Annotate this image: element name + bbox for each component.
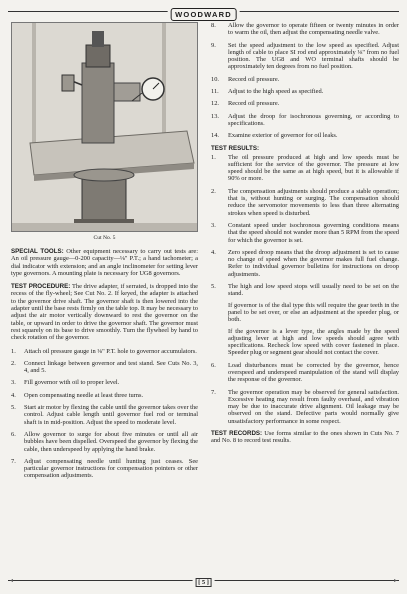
list-item: 5. The high and low speed stops will usually need to be set on the stand. If governor is of the dial type this will require the gear teeth in the panel to be set over, or else an adjustment at the speeder plug, or both. If the governor is a lever type, the angles made by the speed adjusting lever at high and low speeds should agree with specifications. Recheck low speed with cover fastened in place. Speeder plug or segment gear should not contact the cover.: [211, 283, 399, 357]
footer-ornament-right: ▸: [393, 578, 397, 584]
left-column: [11, 22, 198, 485]
list-item: 3. Constant speed under isochronous governing conditions means that the speed should not wander more than 5 RPM from the speed for which the governor is set.: [211, 221, 399, 244]
test-records-paragraph: [211, 430, 399, 445]
list-item: 10. Record oil pressure.: [211, 75, 280, 83]
list-item: 2. Connect linkage between governor and test stand. See Cuts No. 3, 4, and 5.: [11, 359, 198, 375]
list-item: 4. Open compensating needle at least three turns.: [11, 391, 144, 399]
list-item: 6. Allow governor to surge for about five minutes or until all air bubbles have been dispelled. Overspeed the governor by flexing the cable, then underspeed by applying the hand brake.: [11, 430, 198, 453]
list-item: 13. Adjust the droop for isochronous governing, or according to specifications.: [211, 112, 399, 127]
list-item: 3. Fill governor with oil to proper level.: [11, 379, 120, 387]
list-item: 12. Record oil pressure.: [211, 100, 280, 108]
test-stand-photo: [11, 22, 198, 232]
page-number: [ 5 ]: [192, 579, 215, 586]
right-column: [211, 22, 399, 451]
test-procedure-label: TEST PROCEDURE:: [11, 283, 71, 291]
list-item: 2. The compensation adjustments should produce a stable operation; that is, without hunting or surging. The compensation should reduce the servomotor movements to less than three alternating strokes when speed is disturbed.: [211, 187, 399, 217]
list-item: 1. The oil pressure produced at high and low speeds must be sufficient for the service of the governor. The pressure at low speed should be the same as at high speed, but it is allowable if 90% or more.: [211, 153, 399, 183]
test-procedure-paragraph: [11, 283, 198, 341]
test-procedure-text: The drive adapter, if serrated, is dropped into the recess of the fly-wheel; See Cut No. 2. If keyed, the adapter is attached to the governor drive shaft. The governor shaft is then lowered into the adapter until the base rests firmly on the table top. It may be necessary to adjust the air motor vertically downward to rest the governor on the table, or upward in order to drive the governor shaft. The governor must rest squarely on its base to drive smoothly. Turn the flywheel by hand to check rotation of the governor.: [11, 283, 198, 342]
list-item: 4. Zero speed droop means that the droop adjustment is set to cause no change of speed when the governor makes full fuel change. Refer to individual governor bulletins for instructions on droop adjustments.: [211, 248, 399, 278]
list-item: 7. The governor operation may be observed for general satisfaction. Excessive heating may result from faulty overhaul, and vibration may be due to inaccurate drive alignment. Oil leakage may be observed on the stand. Defective parts would normally give unsatisfactory performance in some respect.: [211, 388, 399, 425]
list-item: 14. Examine exterior of governor for oil leaks.: [211, 132, 338, 140]
procedure-steps-right: [211, 22, 399, 140]
test-stand-illustration: [12, 23, 198, 232]
test-records-text: Use forms similar to the ones shown in Cuts No. 7 and No. 8 to record test results.: [211, 430, 399, 445]
special-tools-text: Other equipment necessary to carry out tests are: An oil pressure gauge—0-200 capacity—⅛" P.T.; a hand tachometer; a dial indicator with extension; and an angle inclinometer for setting lever type governors. A mounting plate is necessary for UG8 governors.: [11, 248, 198, 277]
list-item: 11. Adjust to the high speed as specified.: [211, 88, 324, 96]
list-item: 6. Load disturbances must be corrected by the governor, hence overspeed and underspeed manipulation of the stand will display the response of the governor.: [211, 361, 399, 384]
special-tools-label: SPECIAL TOOLS:: [11, 248, 64, 255]
list-item: 1. Attach oil pressure gauge in ⅛" P.T. hole to governor accumulators.: [11, 347, 197, 355]
test-results-heading: TEST RESULTS:: [211, 144, 260, 152]
test-results-list: [211, 154, 399, 426]
figure-caption: Cut No. 5: [93, 235, 116, 241]
list-item: 5. Start air motor by flexing the cable until the governor takes over the control. Adjust cable length until governor fuel rod or terminal shaft is in mid-position. Adjust the speed to moderate level.: [11, 404, 198, 426]
special-tools-paragraph: [11, 248, 198, 277]
brand-logo: WOODWARD: [167, 4, 240, 22]
list-item: 8. Allow the governor to operate fifteen or twenty minutes in order to warm the oil, then adjust the compensating needle valve.: [211, 22, 399, 37]
list-item: 9. Set the speed adjustment to the low speed as specified. Adjust length of cable to place SI rod end approximately ⅛" from no fuel position. The UG8 and WO terminal shafts should be approximately ten degrees from no fuel position.: [211, 41, 399, 71]
procedure-steps-left: [11, 348, 198, 480]
test-records-label: TEST RECORDS:: [211, 430, 263, 438]
footer-ornament-left: ◂: [10, 578, 14, 584]
list-item: 7. Adjust compensating needle until hunting just ceases. See particular governor instructions for compensation pointers or other compensation adjustments.: [11, 457, 198, 480]
